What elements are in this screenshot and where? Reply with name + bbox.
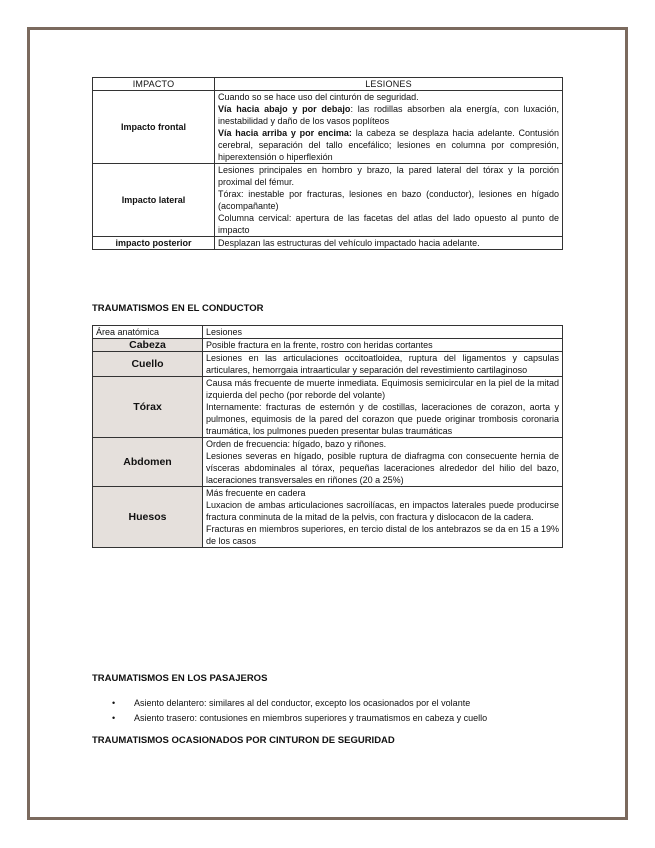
lateral-line-1: Lesiones principales en hombro y brazo, la pared lateral del tórax y la porción proximal del fémur. xyxy=(218,165,559,187)
frontal-line-3-bold: Vía hacia arriba y por encima: xyxy=(218,128,352,138)
lateral-line-3: Columna cervical: apertura de las facetas del atlas del lado opuesto al punto de impacto xyxy=(218,213,559,235)
abdomen-line-1: Orden de frecuencia: hígado, bazo y riñones. xyxy=(206,439,387,449)
frontal-line-3-text: la cabeza se desplaza hacia adelante. Contusión cerebral, separación del tallo encefálico; lesiones en columna por compresión, hiperextensión o hiperflexión xyxy=(218,128,559,162)
abdomen-lesions xyxy=(203,438,563,487)
huesos-line-3: Fracturas en miembros superiores, en tercio distal de los antebrazos se da en 15 a 19% de los casos xyxy=(206,524,559,546)
row-label-lateral: Impacto lateral xyxy=(93,164,215,237)
bullet-icon: • xyxy=(112,713,116,723)
list-item xyxy=(92,711,487,726)
list-item-text: Asiento delantero: similares al del conductor, excepto los ocasionados por el volante xyxy=(134,698,471,708)
list-item-text: Asiento trasero: contusiones en miembros superiores y traumatismos en cabeza y cuello xyxy=(134,713,488,723)
frontal-line-3 xyxy=(218,127,559,163)
cabeza-lesions: Posible fractura en la frente, rostro con heridas cortantes xyxy=(203,339,563,352)
abdomen-line-2: Lesiones severas en hígado, posible ruptura de diafragma con consecuente hernia de vísceras abdominales al tórax, pequeñas laceraciones alrededor del hilio del bazo, laceraciones transversales en riñones (20 a 25%) xyxy=(206,451,559,485)
table-row xyxy=(93,438,563,487)
lateral-lesions xyxy=(215,164,563,237)
pasajeros-list xyxy=(92,696,487,726)
posterior-lesions: Desplazan las estructuras del vehículo impactado hacia adelante. xyxy=(215,237,563,250)
frontal-line-1: Cuando so se hace uso del cinturón de seguridad. xyxy=(218,92,419,102)
list-item xyxy=(92,696,487,711)
lateral-line-2: Tórax: inestable por fracturas, lesiones en bazo (conductor), lesiones en hígado (acompañante) xyxy=(218,189,559,211)
bullet-icon: • xyxy=(112,698,116,708)
huesos-lesions xyxy=(203,487,563,548)
huesos-line-1: Más frecuente en cadera xyxy=(206,488,306,498)
table-row xyxy=(93,164,563,237)
cuello-lesions: Lesiones en las articulaciones occitoatloidea, ruptura del ligamentos y capsulas articulares, hemorrgaia intraarticular y separación del revestimiento cartilaginoso xyxy=(203,352,563,377)
row-label-frontal: Impacto frontal xyxy=(93,91,215,164)
heading-conductor: TRAUMATISMOS EN EL CONDUCTOR xyxy=(92,303,264,314)
table-row xyxy=(93,237,563,250)
huesos-line-2: Luxacion de ambas articulaciones sacroilíacas, en impactos laterales puede producirse fractura conminuta de la mitad de la pelvis, con fractura y dislocacon de la cadera. xyxy=(206,500,559,522)
impact-table xyxy=(92,77,563,250)
row-label-abdomen: Abdomen xyxy=(93,438,203,487)
row-label-huesos: Huesos xyxy=(93,487,203,548)
header-lesiones: Lesiones xyxy=(203,326,563,339)
heading-pasajeros: TRAUMATISMOS EN LOS PASAJEROS xyxy=(92,673,268,684)
header-lesiones: LESIONES xyxy=(215,78,563,91)
table-row xyxy=(93,91,563,164)
table-header-row xyxy=(93,326,563,339)
table-row xyxy=(93,377,563,438)
header-impacto: IMPACTO xyxy=(93,78,215,91)
row-label-cabeza: Cabeza xyxy=(93,339,203,352)
frontal-line-2-text: : las rodillas absorben ala energía, con luxación, inestabilidad y daño de los vasos poplíteos xyxy=(218,104,559,126)
frontal-line-2-bold: Vía hacia abajo y por debajo xyxy=(218,104,351,114)
header-area: Área anatómica xyxy=(93,326,203,339)
frontal-line-2 xyxy=(218,103,559,127)
torax-line-1: Causa más frecuente de muerte inmediata. Equimosis semicircular en la piel de la mitad izquierda del pecho (por reborde del volante) xyxy=(206,378,559,400)
table-row xyxy=(93,339,563,352)
row-label-torax: Tórax xyxy=(93,377,203,438)
heading-cinturon: TRAUMATISMOS OCASIONADOS POR CINTURON DE SEGURIDAD xyxy=(92,735,395,746)
torax-lesions xyxy=(203,377,563,438)
table-row xyxy=(93,352,563,377)
frontal-lesions xyxy=(215,91,563,164)
conductor-table xyxy=(92,325,563,548)
row-label-posterior: impacto posterior xyxy=(93,237,215,250)
table-row xyxy=(93,487,563,548)
row-label-cuello: Cuello xyxy=(93,352,203,377)
table-header-row xyxy=(93,78,563,91)
torax-line-2: Internamente: fracturas de esternón y de costillas, laceraciones de corazon, aorta y pulmones, equimosis de la pared del corazon que puede originar trombosis coronaria traumática, los pulmones pueden presentar bulas traumáticas xyxy=(206,402,559,436)
